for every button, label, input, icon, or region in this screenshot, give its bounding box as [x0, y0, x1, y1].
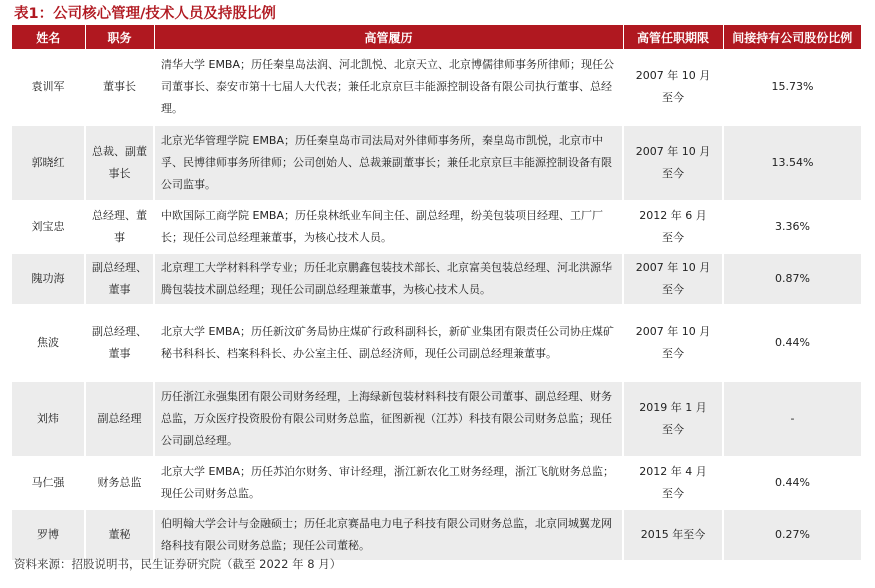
cell-share: 15.73% [723, 49, 861, 125]
table-row [12, 457, 861, 509]
tenure-start: 2007 年 10 月 [635, 261, 711, 274]
cell-tenure [623, 49, 723, 125]
cell-share: 0.27% [723, 509, 861, 561]
cell-tenure [623, 253, 723, 305]
table-row [12, 253, 861, 305]
tenure-end: 至今 [662, 423, 684, 436]
table-row [12, 381, 861, 457]
cell-tenure [623, 381, 723, 457]
header-position: 职务 [85, 25, 154, 49]
cell-share: 0.44% [723, 457, 861, 509]
tenure-start: 2012 年 4 月 [639, 465, 707, 478]
cell-tenure [623, 305, 723, 381]
table-row [12, 201, 861, 253]
table-header-row [12, 25, 861, 49]
cell-resume: 中欧国际工商学院 EMBA；历任泉林纸业车间主任、副总经理，纷美包装项目经理、工厂厂长；现任公司总经理兼董事，为核心技术人员。 [154, 201, 623, 253]
cell-position: 副总经理、董事 [85, 253, 154, 305]
cell-tenure: 2015 年至今 [623, 509, 723, 561]
cell-resume: 伯明翰大学会计与金融硕士；历任北京赛晶电力电子科技有限公司财务总监，北京同城翼龙网络科技有限公司财务总监；现任公司董秘。 [154, 509, 623, 561]
cell-position: 副总经理 [85, 381, 154, 457]
source-note: 资料来源：招股说明书，民生证券研究院（截至 2022 年 8 月） [14, 557, 342, 571]
management-table [12, 25, 861, 562]
cell-position: 副总经理、董事 [85, 305, 154, 381]
cell-name: 袁训军 [12, 49, 85, 125]
cell-position: 董事长 [85, 49, 154, 125]
cell-name: 焦波 [12, 305, 85, 381]
tenure-end: 至今 [662, 90, 684, 104]
cell-name: 马仁强 [12, 457, 85, 509]
cell-resume: 清华大学 EMBA；历任秦皇岛法润、河北凯悦、北京天立、北京博儒律师事务所律师；现任公司董事长、泰安市第十七届人大代表；兼任北京京巨丰能源控制设备有限公司执行董事、总经理。 [154, 49, 623, 125]
cell-name: 刘宝忠 [12, 201, 85, 253]
table-row [12, 49, 861, 125]
cell-position: 财务总监 [85, 457, 154, 509]
cell-name: 罗博 [12, 509, 85, 561]
table-row [12, 125, 861, 201]
cell-tenure [623, 201, 723, 253]
tenure-end: 至今 [662, 167, 684, 180]
cell-share: 0.87% [723, 253, 861, 305]
tenure-start: 2007 年 10 月 [635, 68, 711, 82]
header-share: 间接持有公司股份比例 [723, 25, 861, 49]
cell-tenure [623, 125, 723, 201]
cell-position: 董秘 [85, 509, 154, 561]
tenure-start: 2007 年 10 月 [635, 325, 711, 338]
tenure-start: 2019 年 1 月 [639, 401, 707, 414]
cell-resume: 历任浙江永强集团有限公司财务经理，上海绿新包装材料科技有限公司董事、副总经理、财务总监，万众医疗投资股份有限公司财务总监，征图新视（江苏）科技有限公司财务总监；现任公司副总经理。 [154, 381, 623, 457]
cell-resume: 北京大学 EMBA；历任新汶矿务局协庄煤矿行政科副科长，新矿业集团有限责任公司协庄煤矿秘书科科长、档案科科长、办公室主任、副总经济师，现任公司副总经理兼董事。 [154, 305, 623, 381]
tenure-start: 2007 年 10 月 [635, 145, 711, 158]
header-resume: 高管履历 [154, 25, 623, 49]
tenure-end: 至今 [662, 231, 684, 244]
cell-position: 总经理、董事 [85, 201, 154, 253]
cell-position: 总裁、副董事长 [85, 125, 154, 201]
cell-resume: 北京光华管理学院 EMBA；历任秦皇岛市司法局对外律师事务所，秦皇岛市凯悦，北京市中孚、民博律师事务所律师；公司创始人、总裁兼副董事长；兼任北京京巨丰能源控制设备有限公司监事。 [154, 125, 623, 201]
table-row [12, 305, 861, 381]
tenure-end: 至今 [662, 283, 684, 296]
cell-share: 3.36% [723, 201, 861, 253]
tenure-start: 2012 年 6 月 [639, 209, 707, 222]
cell-share: 0.44% [723, 305, 861, 381]
table-title: 表1：公司核心管理/技术人员及持股比例 [14, 6, 276, 22]
cell-share: 13.54% [723, 125, 861, 201]
tenure-end: 至今 [662, 487, 684, 500]
cell-share: - [723, 381, 861, 457]
cell-resume: 北京理工大学材料科学专业；历任北京鹏鑫包装技术部长、北京富美包装总经理、河北洪源华腾包装技术副总经理；现任公司副总经理兼董事，为核心技术人员。 [154, 253, 623, 305]
cell-tenure [623, 457, 723, 509]
header-tenure: 高管任职期限 [623, 25, 723, 49]
cell-name: 刘炜 [12, 381, 85, 457]
header-name: 姓名 [12, 25, 85, 49]
tenure-end: 至今 [662, 347, 684, 360]
management-table-container [12, 25, 861, 562]
cell-resume: 北京大学 EMBA；历任苏泊尔财务、审计经理，浙江新农化工财务经理，浙江飞航财务总监；现任公司财务总监。 [154, 457, 623, 509]
cell-name: 郭晓红 [12, 125, 85, 201]
table-row [12, 509, 861, 561]
cell-name: 隗功海 [12, 253, 85, 305]
